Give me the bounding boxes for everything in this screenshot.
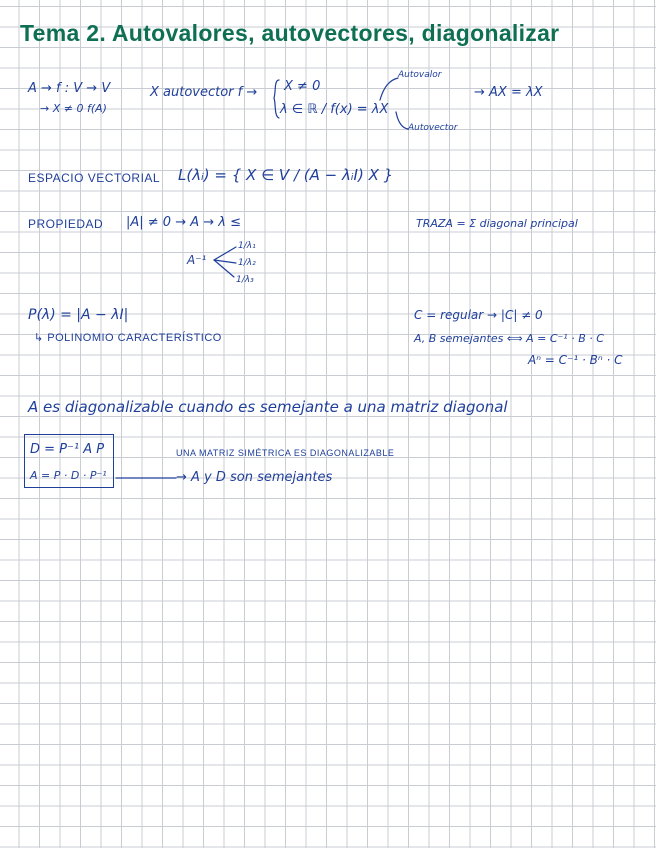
autovalor-arrow bbox=[380, 78, 398, 100]
autovector-label: X autovector f → bbox=[150, 85, 258, 100]
eigen-equation: → AX = λX bbox=[474, 85, 543, 100]
traza-text: TRAZA = Σ diagonal principal bbox=[416, 217, 578, 230]
diagonalizable-statement: A es diagonalizable cuando es semejante a una matriz diagonal bbox=[28, 398, 508, 416]
inverse-label: A⁻¹ bbox=[187, 253, 207, 267]
simetrica-text: UNA MATRIZ SIMÉTRICA ES DIAGONALIZABLE bbox=[176, 448, 395, 458]
condition-nonzero: X ≠ 0 bbox=[284, 79, 321, 94]
branch-2: 1/λ₂ bbox=[238, 258, 256, 268]
branch-1: 1/λ₁ bbox=[238, 241, 256, 251]
espacio-label: ESPACIO VECTORIAL bbox=[28, 171, 161, 185]
espacio-formula: L(λᵢ) = { X ∈ V / (A − λᵢI) X } bbox=[178, 166, 394, 184]
semejantes-text: A, B semejantes ⟺ A = C⁻¹ · B · C bbox=[414, 332, 604, 345]
box-line-2: A = P · D · P⁻¹ bbox=[30, 469, 107, 482]
autovalor-note: Autovalor bbox=[398, 70, 442, 80]
condition-brace bbox=[274, 80, 279, 118]
polinomio-note: ↳ POLINOMIO CARACTERÍSTICO bbox=[34, 332, 222, 344]
propiedad-formula: |A| ≠ 0 → A → λ ≤ bbox=[126, 215, 242, 230]
conclusion-text: → A y D son semejantes bbox=[176, 470, 333, 485]
condition-eigen: λ ∈ ℝ / f(x) = λX bbox=[280, 102, 389, 117]
power-text: Aⁿ = C⁻¹ · Bⁿ · C bbox=[528, 353, 623, 367]
map-condition: → X ≠ 0 f(A) bbox=[40, 102, 107, 115]
polinomio-formula: P(λ) = |A − λI| bbox=[28, 307, 129, 323]
regular-text: C = regular → |C| ≠ 0 bbox=[414, 308, 543, 322]
page-title: Tema 2. Autovalores, autovectores, diagonalizar bbox=[20, 20, 560, 46]
branch-line-1 bbox=[214, 247, 236, 260]
autovector-note: Autovector bbox=[408, 123, 458, 133]
propiedad-label: PROPIEDAD bbox=[28, 217, 104, 231]
branch-3: 1/λ₃ bbox=[236, 275, 254, 285]
map-definition: A → f : V → V bbox=[28, 81, 111, 96]
box-line-1: D = P⁻¹ A P bbox=[30, 442, 105, 457]
autovector-arrow bbox=[396, 112, 408, 129]
